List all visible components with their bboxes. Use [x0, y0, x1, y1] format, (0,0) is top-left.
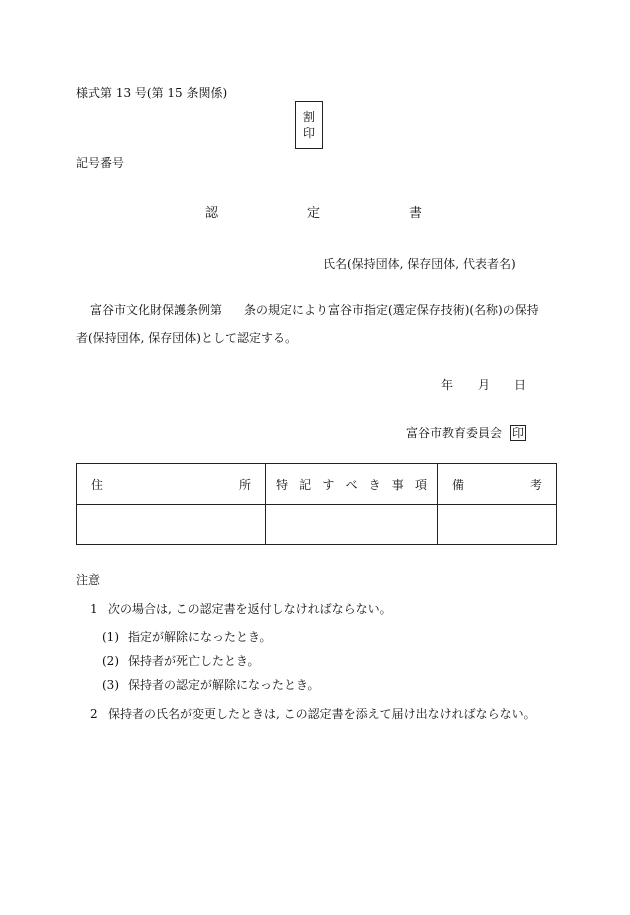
- col-remarks-header: [438, 464, 557, 505]
- seal-char-1: 割: [302, 110, 315, 124]
- title-char-3: 書: [409, 206, 423, 221]
- form-number: 様式第 13 号(第 15 条関係): [76, 86, 228, 100]
- title-char-1: 認: [205, 206, 219, 221]
- note-item-1-number: 1: [90, 602, 98, 616]
- date-year: 年: [441, 378, 454, 392]
- holder-name-line: 氏名(保持団体, 保存団体, 代表者名): [323, 257, 516, 271]
- col-special-char-3: す: [322, 477, 335, 492]
- note-sub-item-3: [102, 676, 320, 693]
- note-item-2: [90, 705, 536, 722]
- note-sub-item-1-text: 指定が解除になったとき。: [128, 630, 272, 644]
- col-address-header: [77, 464, 266, 505]
- note-sub-item-2-text: 保持者が死亡したとき。: [128, 654, 260, 668]
- issuer: [406, 424, 526, 441]
- table-row: [77, 505, 557, 545]
- issuer-seal: 印: [512, 426, 525, 440]
- col-special-char-5: き: [368, 477, 381, 492]
- note-sub-item-3-number: (3): [102, 678, 119, 692]
- col-special-char-4: べ: [345, 477, 358, 492]
- body-line-2: 者(保持団体, 保存団体)として認定する。: [76, 331, 297, 345]
- issuer-name: 富谷市教育委員会: [406, 426, 503, 440]
- col-special-header: [266, 464, 438, 505]
- note-item-2-text: 保持者の氏名が変更したときは, この認定書を添えて届け出なければならない。: [108, 707, 536, 721]
- table-header-row: [77, 464, 557, 505]
- title-char-2: 定: [307, 206, 321, 221]
- note-sub-item-2-number: (2): [102, 654, 119, 668]
- special-notes-cell[interactable]: [266, 505, 438, 545]
- seal-char-2: 印: [302, 126, 315, 140]
- reference-number-label: 記号番号: [76, 156, 125, 170]
- remarks-cell[interactable]: [438, 505, 557, 545]
- body-line-1b: 条の規定により富谷市指定(選定保存技術)(名称)の保持: [244, 303, 539, 317]
- col-special-char-7: 項: [414, 477, 427, 492]
- col-remarks-char-2: 考: [529, 477, 542, 492]
- body-line-1: [90, 301, 539, 318]
- note-sub-item-1: [102, 628, 272, 645]
- col-remarks-char-1: 備: [452, 477, 465, 492]
- note-sub-item-2: [102, 652, 260, 669]
- date-day: 日: [514, 378, 527, 392]
- body-line-1a: 富谷市文化財保護条例第: [90, 303, 223, 317]
- date-month: 月: [478, 378, 491, 392]
- note-item-1: [90, 600, 392, 617]
- info-table: [76, 463, 557, 545]
- address-cell[interactable]: [77, 505, 266, 545]
- split-seal-box: [295, 101, 323, 149]
- note-item-2-number: 2: [90, 707, 98, 721]
- note-sub-item-3-text: 保持者の認定が解除になったとき。: [128, 678, 320, 692]
- col-special-char-2: 記: [299, 477, 312, 492]
- col-special-char-6: 事: [391, 477, 404, 492]
- col-special-char-1: 特: [276, 477, 289, 492]
- col-address-char-2: 所: [238, 477, 251, 492]
- note-sub-item-1-number: (1): [102, 630, 119, 644]
- note-item-1-text: 次の場合は, この認定書を返付しなければならない。: [108, 602, 392, 616]
- notes-title: 注意: [76, 573, 101, 587]
- col-address-char-1: 住: [91, 477, 104, 492]
